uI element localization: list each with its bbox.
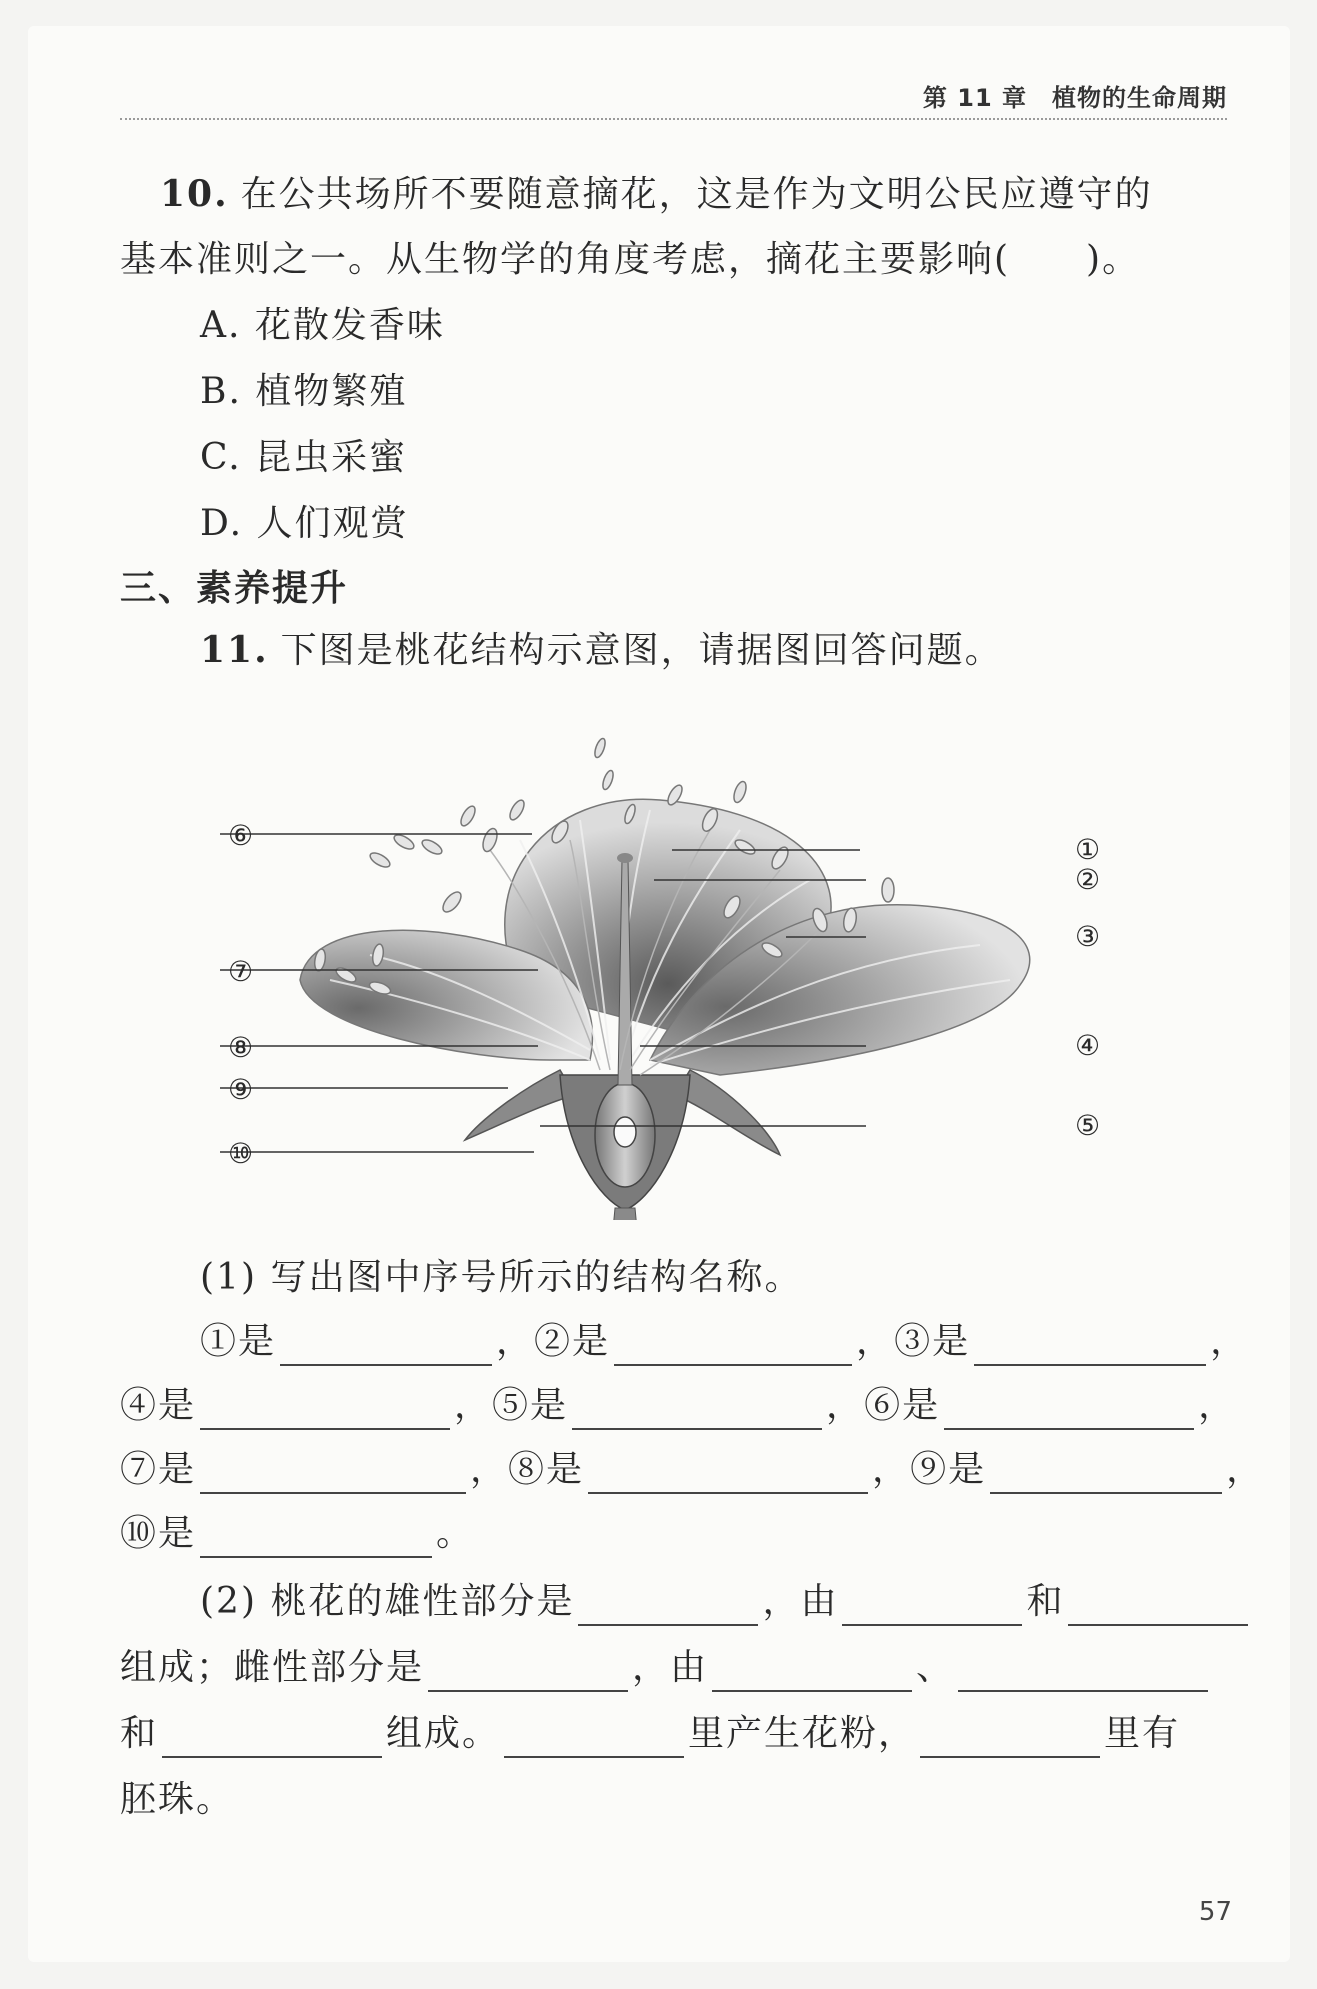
comma: ， [1210, 1321, 1249, 1362]
part2-text-d: 组成；雌性部分是 [120, 1647, 425, 1688]
page-header [120, 78, 1227, 120]
comma: ， [872, 1449, 911, 1490]
blank-female-c[interactable] [162, 1718, 382, 1758]
blank-male-part[interactable] [578, 1586, 758, 1626]
blank-female-a[interactable] [712, 1652, 912, 1692]
part2-text-j: 里有 [1104, 1713, 1181, 1754]
q11-number: 11. [200, 629, 269, 671]
item-8-label: ⑧是 [508, 1449, 585, 1490]
blank-female-part[interactable] [428, 1652, 628, 1692]
blank-1[interactable] [280, 1326, 492, 1366]
item-2-label: ②是 [534, 1321, 611, 1362]
blank-ovule-site[interactable] [920, 1718, 1100, 1758]
q10-line1 [160, 170, 1153, 219]
part2-line2 [120, 1644, 1212, 1692]
label-3: ③ [1075, 920, 1103, 953]
item-5-label: ⑤是 [492, 1385, 569, 1426]
peach-flower-diagram [220, 730, 1140, 1220]
label-5: ⑤ [1075, 1109, 1103, 1142]
label-8: ⑧ [228, 1031, 256, 1064]
blank-6[interactable] [944, 1390, 1194, 1430]
comma: ， [856, 1321, 895, 1362]
stigma [617, 853, 633, 863]
fill-row-2 [120, 1382, 1236, 1430]
part2-text-g: 和 [120, 1713, 159, 1754]
chapter-title: 第 11 章 植物的生命周期 [922, 84, 1227, 112]
blank-3[interactable] [974, 1326, 1206, 1366]
comma: ， [826, 1385, 865, 1426]
part2-text-h: 组成。 [386, 1713, 501, 1754]
sepal-left [465, 1070, 575, 1140]
label-9: ⑨ [228, 1073, 256, 1106]
item-10-label: ⑩是 [120, 1513, 197, 1554]
part2-line1 [200, 1578, 1252, 1626]
q10-option-a: A. 花散发香味 [200, 305, 445, 346]
part2-text-c: 和 [1026, 1581, 1065, 1622]
q11-text: 下图是桃花结构示意图，请据图回答问题。 [280, 630, 1003, 671]
ovule [614, 1117, 636, 1147]
item-1-label: ①是 [200, 1321, 277, 1362]
blank-pollen-site[interactable] [504, 1718, 684, 1758]
comma: ， [470, 1449, 509, 1490]
blank-5[interactable] [572, 1390, 822, 1430]
blank-8[interactable] [588, 1454, 868, 1494]
blank-7[interactable] [200, 1454, 466, 1494]
fill-row-3 [120, 1446, 1264, 1494]
q10-text-line1: 在公共场所不要随意摘花，这是作为文明公民应遵守的 [240, 174, 1153, 215]
q10-option-d: D. 人们观赏 [200, 503, 409, 544]
label-2: ② [1075, 863, 1103, 896]
q10-option-b: B. 植物繁殖 [200, 371, 408, 412]
flower-stalk [612, 1208, 638, 1220]
item-7-label: ⑦是 [120, 1449, 197, 1490]
q11-line [200, 626, 1003, 675]
label-1: ① [1075, 833, 1103, 866]
fill-row-1 [200, 1318, 1248, 1366]
label-4: ④ [1075, 1029, 1103, 1062]
part2-line3 [120, 1710, 1180, 1758]
part2-text-a: (2) 桃花的雄性部分是 [200, 1581, 575, 1622]
item-4-label: ④是 [120, 1385, 197, 1426]
part1-prompt: (1) 写出图中序号所示的结构名称。 [200, 1257, 803, 1298]
blank-male-a[interactable] [842, 1586, 1022, 1626]
part2-text-f: 、 [916, 1647, 955, 1688]
q10-line2: 基本准则之一。从生物学的角度考虑，摘花主要影响( )。 [120, 239, 1141, 280]
q10-number: 10. [160, 173, 229, 215]
sepal-right [675, 1070, 780, 1155]
comma: ， [496, 1321, 535, 1362]
item-6-label: ⑥是 [864, 1385, 941, 1426]
blank-4[interactable] [200, 1390, 450, 1430]
blank-9[interactable] [990, 1454, 1222, 1494]
page-number: 57 [1198, 1897, 1232, 1927]
part2-text-e: ，由 [632, 1647, 709, 1688]
comma: ， [454, 1385, 493, 1426]
q10-option-c: C. 昆虫采蜜 [200, 437, 408, 478]
item-9-label: ⑨是 [910, 1449, 987, 1490]
fill-row-4 [120, 1510, 474, 1558]
label-10: ⑩ [228, 1137, 256, 1170]
section-title: 三、素养提升 [120, 568, 349, 609]
label-6: ⑥ [228, 819, 256, 852]
part2-text-b: ，由 [762, 1581, 839, 1622]
period: 。 [436, 1513, 475, 1554]
blank-male-b[interactable] [1068, 1586, 1248, 1626]
comma: ， [1226, 1449, 1265, 1490]
blank-female-b[interactable] [958, 1652, 1208, 1692]
label-7: ⑦ [228, 955, 256, 988]
item-3-label: ③是 [894, 1321, 971, 1362]
comma: ， [1198, 1385, 1237, 1426]
blank-2[interactable] [614, 1326, 852, 1366]
part2-line4: 胚珠。 [120, 1779, 235, 1820]
blank-10[interactable] [200, 1518, 432, 1558]
part2-text-i: 里产生花粉， [688, 1713, 917, 1754]
